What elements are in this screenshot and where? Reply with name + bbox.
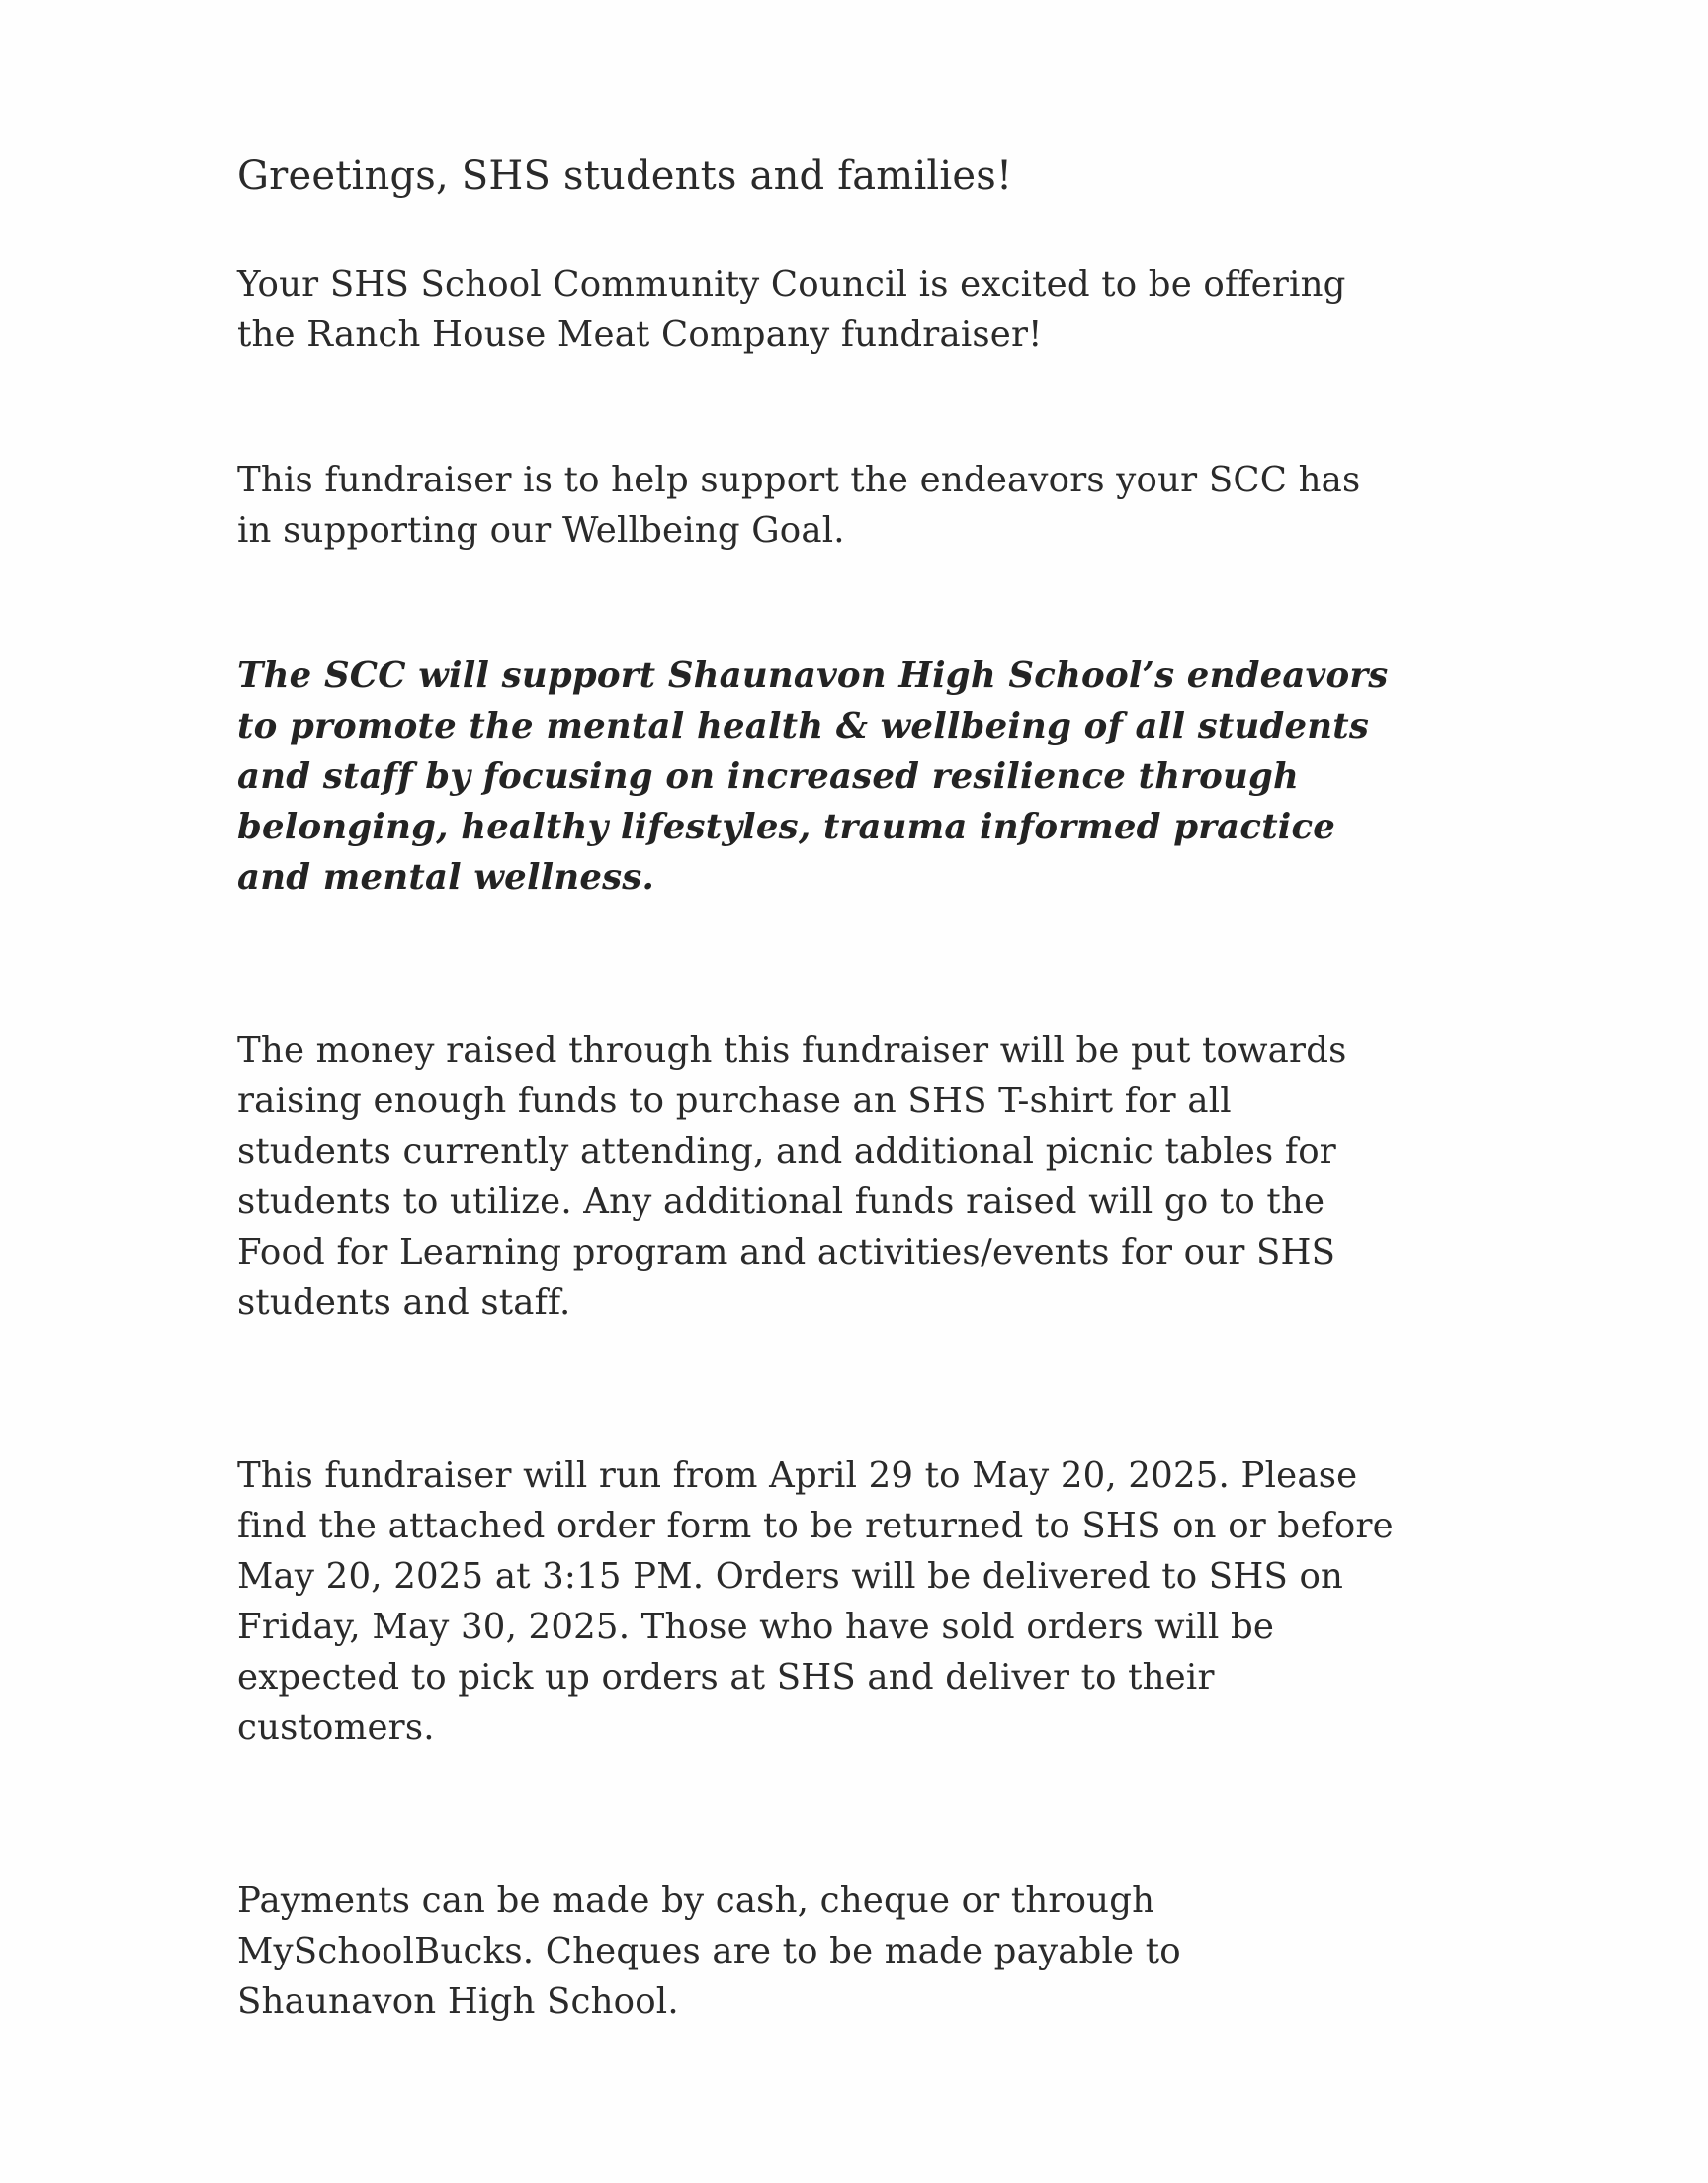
wellbeing-goal-statement xyxy=(237,651,1502,903)
goal-line: and staff by focusing on increased resilience through xyxy=(237,756,1300,797)
goal-line: to promote the mental health & wellbeing of all students xyxy=(237,706,1370,746)
purpose-paragraph xyxy=(237,455,1502,556)
funds-line: students currently attending, and additional picnic tables for xyxy=(237,1131,1336,1172)
dates-line: expected to pick up orders at SHS and deliver to their xyxy=(237,1657,1215,1698)
purpose-line: This fundraiser is to help support the endeavors your SCC has xyxy=(237,460,1361,500)
payment-line: Shaunavon High School. xyxy=(237,1981,679,2022)
intro-line: the Ranch House Meat Company fundraiser! xyxy=(237,314,1043,355)
dates-line: This fundraiser will run from April 29 to May 20, 2025. Please xyxy=(237,1455,1358,1496)
funds-line: students to utilize. Any additional funds raised will go to the xyxy=(237,1181,1325,1222)
letter-body xyxy=(237,148,1502,2027)
funds-line: Food for Learning program and activities/events for our SHS xyxy=(237,1232,1336,1272)
dates-paragraph xyxy=(237,1450,1502,1753)
use-of-funds-paragraph xyxy=(237,1025,1502,1328)
goal-line: The SCC will support Shaunavon High School’s endeavors xyxy=(237,655,1389,696)
intro-paragraph xyxy=(237,259,1502,360)
funds-line: students and staff. xyxy=(237,1282,571,1323)
dates-line: Friday, May 30, 2025. Those who have sold orders will be xyxy=(237,1607,1275,1647)
funds-line: The money raised through this fundraiser will be put towards xyxy=(237,1030,1347,1071)
purpose-line: in supporting our Wellbeing Goal. xyxy=(237,510,845,551)
goal-line: belonging, healthy lifestyles, trauma informed practice xyxy=(237,807,1336,847)
dates-line: find the attached order form to be returned to SHS on or before xyxy=(237,1506,1394,1546)
funds-line: raising enough funds to purchase an SHS T-shirt for all xyxy=(237,1081,1232,1121)
goal-line: and mental wellness. xyxy=(237,857,655,898)
payment-line: MySchoolBucks. Cheques are to be made payable to xyxy=(237,1931,1181,1971)
payment-paragraph xyxy=(237,1876,1502,2027)
intro-line: Your SHS School Community Council is excited to be offering xyxy=(237,264,1346,305)
payment-line: Payments can be made by cash, cheque or through xyxy=(237,1880,1155,1921)
dates-line: May 20, 2025 at 3:15 PM. Orders will be delivered to SHS on xyxy=(237,1556,1344,1597)
greeting-text: Greetings, SHS students and families! xyxy=(237,153,1013,199)
dates-line: customers. xyxy=(237,1707,435,1748)
greeting xyxy=(237,148,1502,204)
